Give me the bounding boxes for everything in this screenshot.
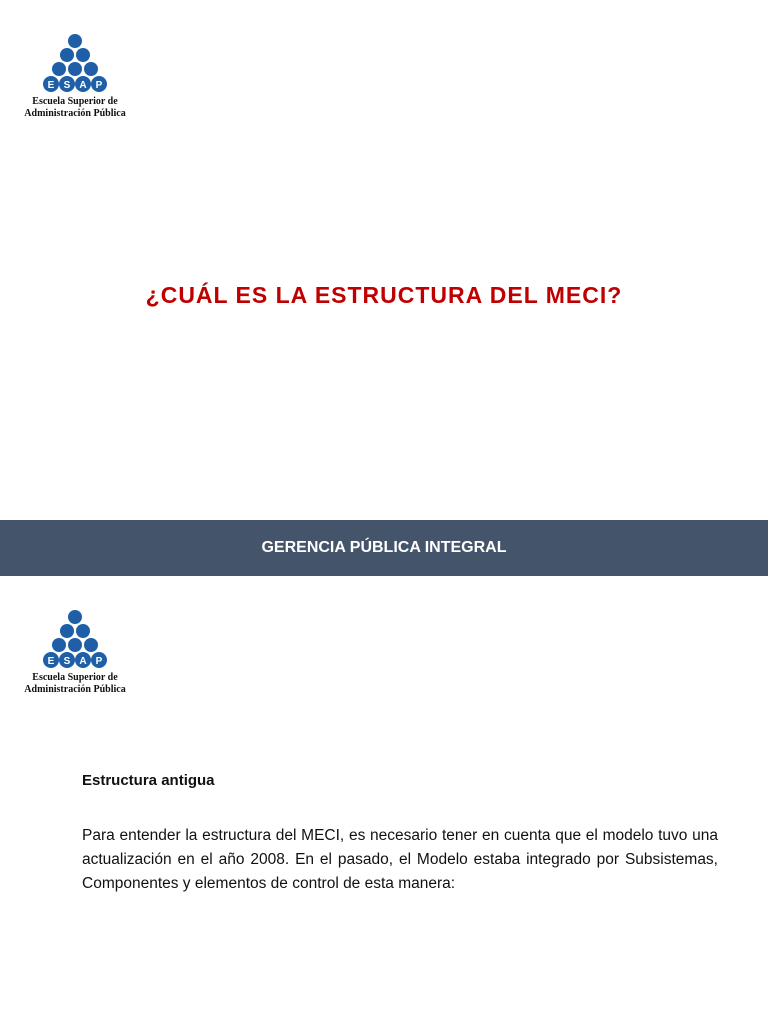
- content-slide: [0, 576, 768, 1024]
- logo-caption-line1: Escuela Superior de: [32, 96, 118, 107]
- slide-title: ¿CUÁL ES LA ESTRUCTURA DEL MECI?: [145, 282, 623, 308]
- esap-dots-icon: [40, 32, 110, 94]
- esap-logo: [22, 608, 128, 696]
- section-subheading: Estructura antigua: [82, 772, 215, 789]
- logo-letter-e: E: [47, 80, 55, 91]
- logo-letter-a: A: [79, 656, 87, 667]
- section-band: [0, 520, 768, 576]
- band-text: GERENCIA PÚBLICA INTEGRAL: [261, 539, 507, 556]
- logo-letter-s: S: [63, 80, 71, 91]
- logo-caption: [22, 672, 128, 696]
- logo-caption-line2: Administración Pública: [24, 684, 126, 695]
- logo-letter-s: S: [63, 656, 71, 667]
- body-paragraph: Para entender la estructura del MECI, es necesario tener en cuenta que el modelo tuvo una actualización en el año 2008. En el pasado, el Modelo estaba integrado por Subsistemas, Componentes y elementos de control de esta manera:: [82, 827, 718, 892]
- logo-letter-p: P: [95, 656, 103, 667]
- esap-logo: [22, 32, 128, 120]
- esap-dots-icon: [40, 608, 110, 670]
- logo-letter-e: E: [47, 656, 55, 667]
- logo-caption-line2: Administración Pública: [24, 108, 126, 119]
- logo-caption: [22, 96, 128, 120]
- logo-letter-a: A: [79, 80, 87, 91]
- logo-caption-line1: Escuela Superior de: [32, 672, 118, 683]
- logo-letter-p: P: [95, 80, 103, 91]
